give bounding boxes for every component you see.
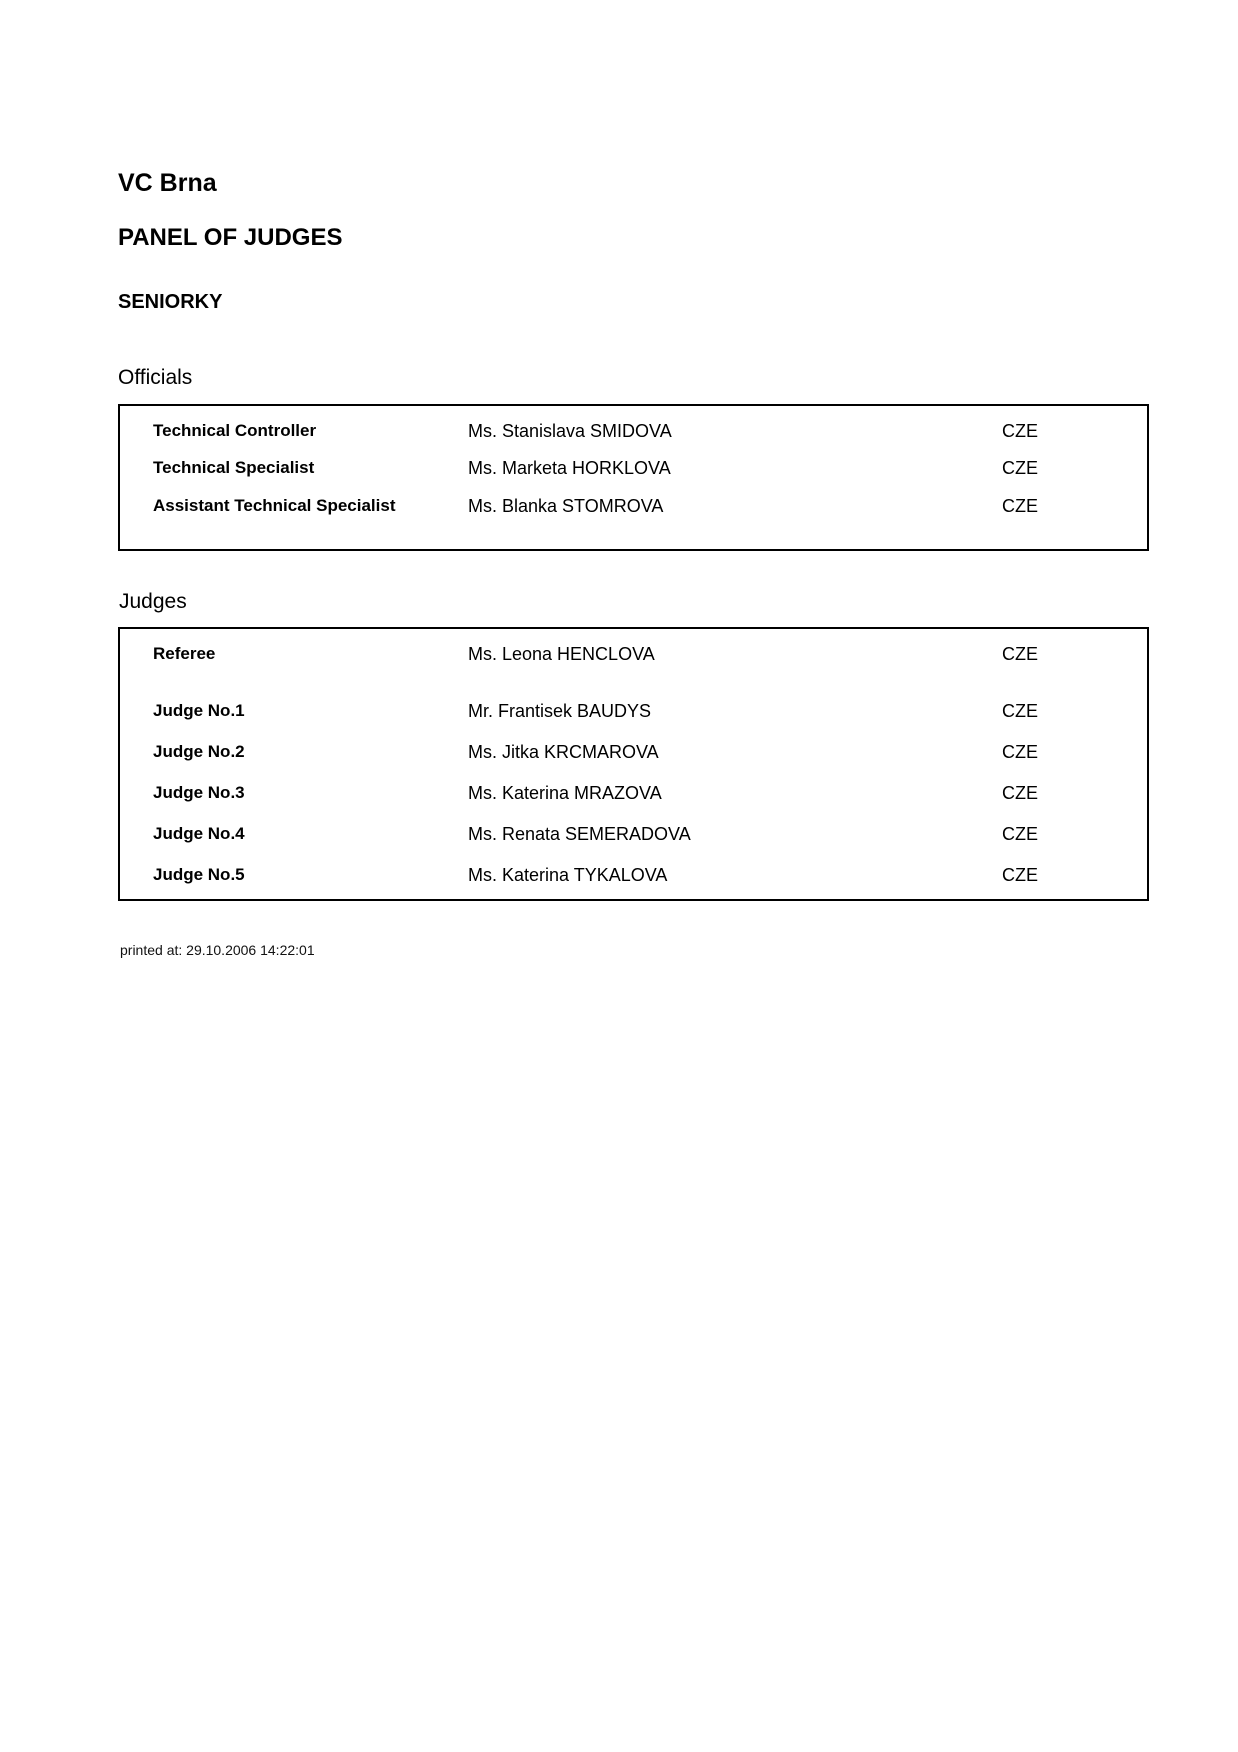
judge-name: Ms. Renata SEMERADOVA — [468, 824, 691, 844]
judge-nation: CZE — [1002, 644, 1038, 664]
event-title: VC Brna — [118, 169, 217, 197]
officials-heading: Officials — [118, 366, 193, 389]
printed-timestamp: printed at: 29.10.2006 14:22:01 — [120, 942, 315, 958]
page-title: PANEL OF JUDGES — [118, 224, 343, 251]
judge-role: Judge No.3 — [153, 783, 245, 802]
official-role: Technical Controller — [153, 421, 317, 440]
judges-table — [118, 627, 1149, 901]
judge-row — [120, 740, 1147, 764]
officials-table — [118, 404, 1149, 551]
judge-name: Ms. Katerina MRAZOVA — [468, 783, 662, 803]
judge-row — [120, 781, 1147, 805]
judge-nation: CZE — [1002, 742, 1038, 762]
judge-role: Referee — [153, 644, 216, 663]
judge-nation: CZE — [1002, 783, 1038, 803]
judge-role: Judge No.5 — [153, 865, 245, 884]
judge-name: Ms. Jitka KRCMAROVA — [468, 742, 659, 762]
judge-role: Judge No.2 — [153, 742, 245, 761]
judge-row — [120, 642, 1147, 666]
judge-nation: CZE — [1002, 865, 1038, 885]
judge-role: Judge No.1 — [153, 701, 245, 720]
official-role: Technical Specialist — [153, 458, 315, 477]
judge-row — [120, 699, 1147, 723]
official-role: Assistant Technical Specialist — [153, 496, 396, 515]
judge-name: Mr. Frantisek BAUDYS — [468, 701, 652, 721]
official-nation: CZE — [1002, 496, 1038, 516]
judges-heading: Judges — [119, 590, 187, 613]
judge-role: Judge No.4 — [153, 824, 245, 843]
official-name: Ms. Marketa HORKLOVA — [468, 458, 671, 478]
official-row — [120, 494, 1147, 518]
category-label: SENIORKY — [118, 291, 223, 313]
judge-nation: CZE — [1002, 824, 1038, 844]
judge-row — [120, 822, 1147, 846]
official-name: Ms. Blanka STOMROVA — [468, 496, 664, 516]
official-row — [120, 419, 1147, 443]
official-nation: CZE — [1002, 458, 1038, 478]
judge-name: Ms. Katerina TYKALOVA — [468, 865, 668, 885]
judge-name: Ms. Leona HENCLOVA — [468, 644, 655, 664]
official-name: Ms. Stanislava SMIDOVA — [468, 421, 672, 441]
judge-nation: CZE — [1002, 701, 1038, 721]
official-nation: CZE — [1002, 421, 1038, 441]
official-row — [120, 456, 1147, 480]
judge-row — [120, 863, 1147, 887]
